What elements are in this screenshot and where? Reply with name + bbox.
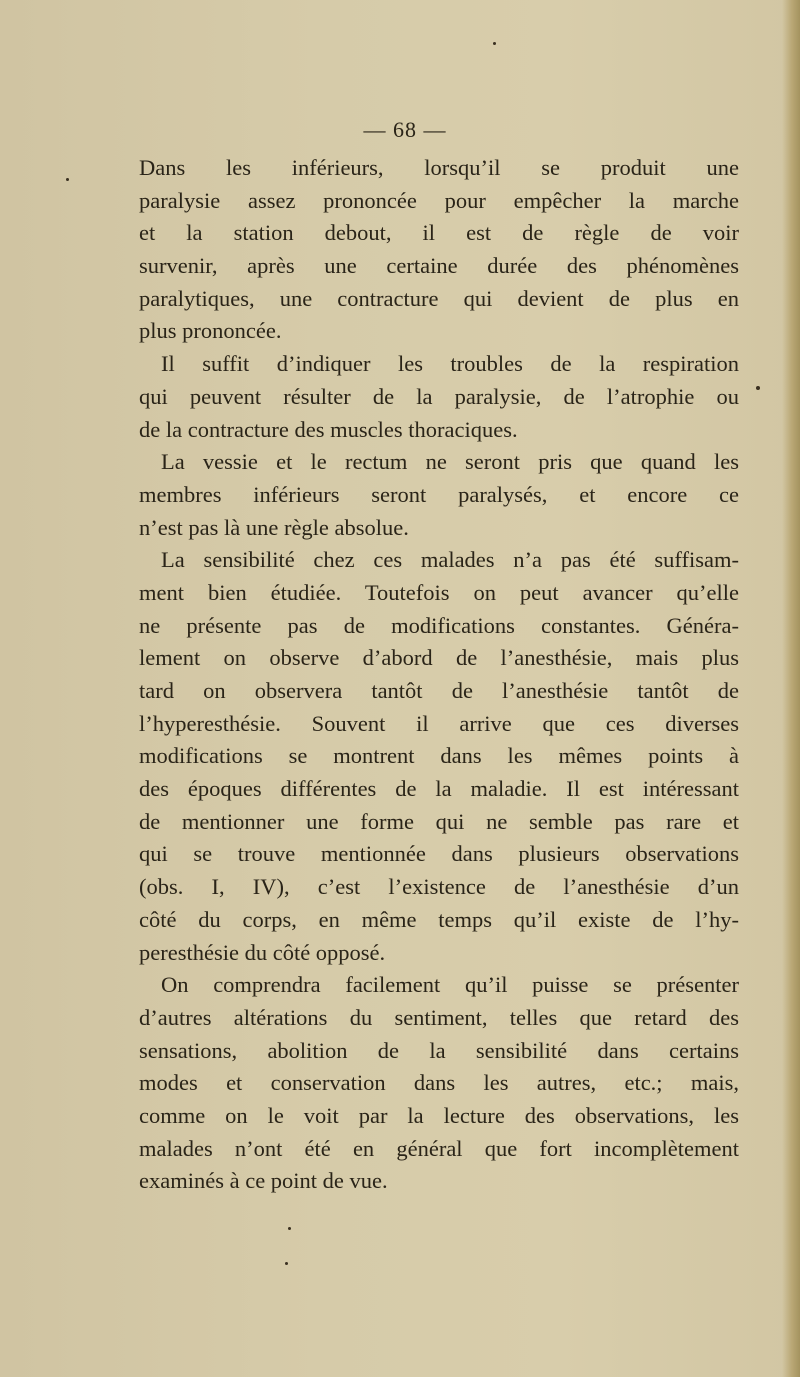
text-line: (obs. I, IV), c’est l’existence de l’anesthésie d’un xyxy=(139,874,739,900)
text-line: côté du corps, en même temps qu’il existe de l’hy- xyxy=(139,906,739,932)
text-line: survenir, après une certaine durée des phénomènes xyxy=(139,253,739,279)
text-line: qui se trouve mentionnée dans plusieurs observations xyxy=(139,841,739,867)
paper-speck xyxy=(66,178,69,181)
text-line: paralysie assez prononcée pour empêcher la marche xyxy=(139,187,739,213)
text-line: Dans les inférieurs, lorsqu’il se produit une xyxy=(139,155,739,180)
paper-speck xyxy=(288,1227,291,1230)
page-number: — 68 — xyxy=(363,117,447,142)
text-line: et la station debout, il est de règle de voir xyxy=(139,220,739,246)
text-line: modes et conservation dans les autres, etc.; mais, xyxy=(139,1070,739,1096)
text-line: tard on observera tantôt de l’anesthésie tantôt de xyxy=(139,678,739,703)
text-line: de mentionner une forme qui ne semble pas rare et xyxy=(139,808,739,834)
text-line: qui peuvent résulter de la paralysie, de l’atrophie ou xyxy=(139,383,739,409)
text-line: examinés à ce point de vue. xyxy=(139,1168,388,1194)
text-line: La vessie et le rectum ne seront pris que quand les xyxy=(161,449,739,475)
text-line: malades n’ont été en général que fort incomplètement xyxy=(139,1135,739,1161)
text-line: La sensibilité chez ces malades n’a pas été suffisam- xyxy=(161,547,739,573)
text-line: membres inférieurs seront paralysés, et encore ce xyxy=(139,481,739,507)
paper-speck xyxy=(285,1262,288,1265)
text-line: des époques différentes de la maladie. Il est intéressant xyxy=(139,776,739,802)
text-line: modifications se montrent dans les mêmes points à xyxy=(139,743,739,769)
text-line: peresthésie du côté opposé. xyxy=(139,939,386,965)
text-line: Il suffit d’indiquer les troubles de la respiration xyxy=(161,351,739,377)
text-line: ne présente pas de modifications constantes. Généra- xyxy=(139,612,739,638)
text-line: de la contracture des muscles thoraciques. xyxy=(139,416,518,442)
text-line: On comprendra facilement qu’il puisse se présenter xyxy=(161,972,739,998)
text-line: comme on le voit par la lecture des observations, les xyxy=(139,1102,739,1128)
text-line: n’est pas là une règle absolue. xyxy=(139,514,409,540)
text-line: sensations, abolition de la sensibilité dans certains xyxy=(139,1037,739,1063)
text-line: l’hyperesthésie. Souvent il arrive que ces diverses xyxy=(139,710,739,736)
paper-speck xyxy=(756,386,760,390)
body-text xyxy=(139,152,739,1198)
text-line: paralytiques, une contracture qui devient de plus en xyxy=(139,285,739,311)
page-edge-shadow xyxy=(782,0,800,1377)
paper-speck xyxy=(493,42,496,45)
text-line: ment bien étudiée. Toutefois on peut avancer qu’elle xyxy=(139,579,739,605)
text-line: plus prononcée. xyxy=(139,318,282,344)
text-line: lement on observe d’abord de l’anesthésie, mais plus xyxy=(139,645,739,671)
text-line: d’autres altérations du sentiment, telles que retard des xyxy=(139,1004,739,1030)
